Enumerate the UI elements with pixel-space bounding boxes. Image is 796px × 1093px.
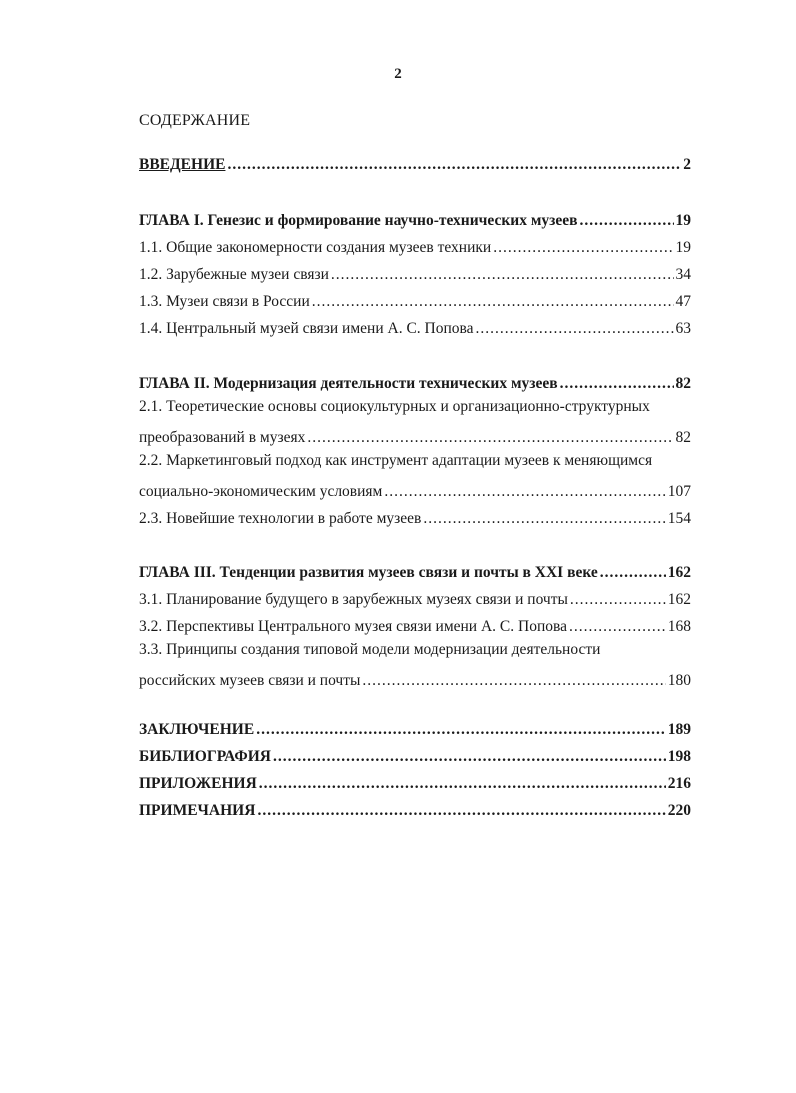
dot-leader: [600, 564, 666, 582]
toc-entry-section-2-2-line-2[interactable]: [139, 479, 691, 501]
toc-page: 220: [667, 802, 691, 819]
toc-entry-appendices[interactable]: [139, 771, 691, 793]
toc-label: ГЛАВА I. Генезис и формирование научно-технических музеев: [139, 212, 578, 229]
toc-label: ПРИМЕЧАНИЯ: [139, 802, 256, 819]
dot-leader: [256, 721, 666, 739]
toc-entry-bibliography[interactable]: [139, 744, 691, 766]
toc-label: 1.3. Музеи связи в России: [139, 293, 310, 310]
toc-page: 154: [667, 510, 691, 527]
dot-leader: [560, 375, 674, 393]
toc-label: 2.2. Маркетинговый подход как инструмент адаптации музеев к меняющимся: [139, 452, 653, 469]
toc-label: ВВЕДЕНИЕ: [139, 156, 226, 173]
toc-label: ЗАКЛЮЧЕНИЕ: [139, 721, 255, 738]
toc-label: 1.2. Зарубежные музеи связи: [139, 266, 329, 283]
toc-page: 82: [675, 429, 691, 446]
toc-page: 63: [675, 320, 691, 337]
toc-entry-notes[interactable]: [139, 798, 691, 820]
toc-label: 1.4. Центральный музей связи имени А. С. Попова: [139, 320, 474, 337]
dot-leader: [580, 212, 674, 230]
toc-entry-chapter-2[interactable]: [139, 371, 691, 393]
toc-page: 162: [667, 591, 691, 608]
toc-page: 216: [667, 775, 691, 792]
toc-page: 107: [667, 483, 691, 500]
toc-entry-section-2-1-line-1[interactable]: [139, 398, 691, 420]
dot-leader: [307, 429, 673, 447]
toc-entry-section-1-3[interactable]: [139, 289, 691, 311]
toc-title: СОДЕРЖАНИЕ: [139, 112, 251, 129]
toc-label: 2.3. Новейшие технологии в работе музеев: [139, 510, 422, 527]
dot-leader: [227, 156, 681, 174]
toc-entry-section-1-4[interactable]: [139, 316, 691, 338]
toc-entry-introduction[interactable]: [139, 152, 691, 174]
dot-leader: [384, 483, 665, 501]
toc-page: 2: [683, 156, 691, 173]
toc-entry-section-3-1[interactable]: [139, 587, 691, 609]
toc-page: 19: [675, 239, 691, 256]
toc-page: 180: [667, 672, 691, 689]
toc-label: преобразований в музеях: [139, 429, 306, 446]
toc-label: ПРИЛОЖЕНИЯ: [139, 775, 257, 792]
dot-leader: [259, 775, 666, 793]
toc-label: социально-экономическим условиям: [139, 483, 383, 500]
toc-label: БИБЛИОГРАФИЯ: [139, 748, 271, 765]
dot-leader: [569, 618, 666, 636]
toc-page: 162: [667, 564, 691, 581]
toc-entry-section-3-2[interactable]: [139, 614, 691, 636]
toc-label: 2.1. Теоретические основы социокультурных и организационно-структурных: [139, 398, 650, 415]
toc-label: 3.1. Планирование будущего в зарубежных музеях связи и почты: [139, 591, 568, 608]
toc-page: 34: [675, 266, 691, 283]
dot-leader: [423, 510, 665, 528]
toc-label: российских музеев связи и почты: [139, 672, 361, 689]
toc-entry-chapter-1[interactable]: [139, 208, 691, 230]
page-number: 2: [394, 66, 402, 82]
toc-page: 189: [667, 721, 691, 738]
toc-label: 3.3. Принципы создания типовой модели модернизации деятельности: [139, 641, 601, 658]
dot-leader: [312, 293, 674, 311]
dot-leader: [257, 802, 665, 820]
dot-leader: [570, 591, 666, 609]
toc-entry-chapter-3[interactable]: [139, 560, 691, 582]
toc-entry-section-1-1[interactable]: [139, 235, 691, 257]
toc-page: 168: [667, 618, 691, 635]
toc-entry-section-3-3-line-2[interactable]: [139, 668, 691, 690]
toc-page: 198: [667, 748, 691, 765]
dot-leader: [362, 672, 665, 690]
dot-leader: [273, 748, 666, 766]
toc-label: ГЛАВА III. Тенденции развития музеев связи и почты в XXI веке: [139, 564, 598, 581]
toc-entry-conclusion[interactable]: [139, 717, 691, 739]
toc-entry-section-3-3-line-1[interactable]: [139, 641, 691, 663]
toc-entry-section-2-2-line-1[interactable]: [139, 452, 691, 474]
toc-page: 47: [675, 293, 691, 310]
toc-entry-section-2-1-line-2[interactable]: [139, 425, 691, 447]
dot-leader: [476, 320, 674, 338]
toc-entry-section-2-3[interactable]: [139, 506, 691, 528]
dot-leader: [331, 266, 674, 284]
toc-page: 82: [675, 375, 691, 392]
toc-label: 3.2. Перспективы Центрального музея связи имени А. С. Попова: [139, 618, 567, 635]
dot-leader: [493, 239, 673, 257]
toc-page: 19: [675, 212, 691, 229]
toc-entry-section-1-2[interactable]: [139, 262, 691, 284]
toc-label: ГЛАВА II. Модернизация деятельности технических музеев: [139, 375, 558, 392]
toc-label: 1.1. Общие закономерности создания музеев техники: [139, 239, 492, 256]
